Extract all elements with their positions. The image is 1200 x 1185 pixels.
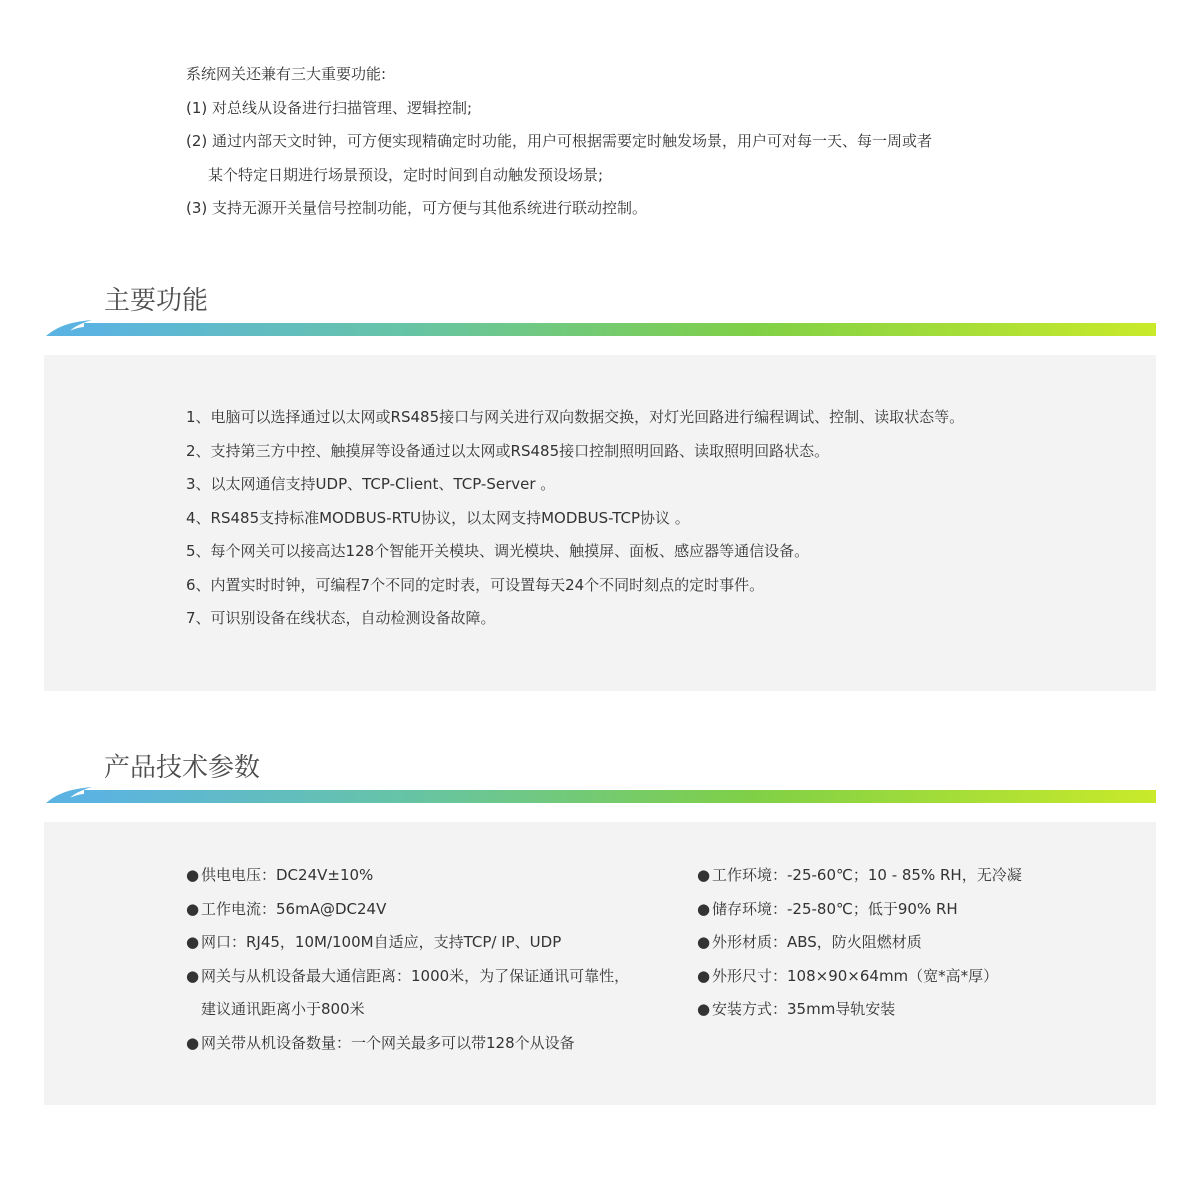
intro-line: 某个特定日期进行场景预设，定时时间到自动触发预设场景; [208,165,604,184]
spec-item [186,893,631,927]
section-title: 主要功能 [104,286,209,316]
list-item: 1、电脑可以选择通过以太网或RS485接口与网关进行双向数据交换，对灯光回路进行编程调试、控制、读取状态等。 [186,408,965,426]
swoosh-icon [44,769,104,803]
specs-left-column [186,859,631,1060]
list-item: 7、可识别设备在线状态，自动检测设备故障。 [186,609,496,627]
section-gradient-bar [84,323,1156,336]
bullet-icon: ● [186,966,200,985]
bullet-icon: ● [697,966,711,985]
list-item: 3、以太网通信支持UDP、TCP-Client、TCP-Server 。 [186,475,556,493]
list-item: 4、RS485支持标准MODBUS-RTU协议，以太网支持MODBUS-TCP协议 。 [186,508,690,527]
spec-item [697,859,1137,893]
spec-text: 安装方式：35mm导轨安装 [712,1000,896,1018]
section-title: 产品技术参数 [104,753,261,783]
list-item: 5、每个网关可以接高达128个智能开关模块、调光模块、触摸屏、面板、感应器等通信设备。 [186,542,810,560]
spec-item [186,859,631,893]
list-item: 2、支持第三方中控、触摸屏等设备通过以太网或RS485接口控制照明回路、读取照明回路状态。 [186,441,830,460]
bullet-icon: ● [697,933,711,951]
spec-text: 储存环境：-25-80℃；低于90% RH [712,899,958,918]
section-gradient-bar [84,790,1156,803]
section-header-specs [44,751,1156,803]
spec-text: 网关带从机设备数量：一个网关最多可以带128个从设备 [201,1033,575,1052]
spec-item [186,926,631,960]
bullet-icon: ● [697,899,711,918]
intro-line: (3) 支持无源开关量信号控制功能，可方便与其他系统进行联动控制。 [186,199,648,217]
spec-item [697,993,1137,1027]
intro-line: (2) 通过内部天文时钟，可方便实现精确定时功能，用户可根据需要定时触发场景，用户可对每一天、每一周或者 [186,132,933,150]
swoosh-icon [44,302,104,336]
functions-list [186,401,964,636]
spec-text: 网关与从机设备最大通信距离：1000米，为了保证通讯可靠性，建议通讯距离小于800米 [201,966,630,1018]
bullet-icon: ● [186,933,200,951]
bullet-icon: ● [697,866,711,884]
section-header-functions [44,284,1156,336]
intro-line: 系统网关还兼有三大重要功能: [186,65,387,83]
spec-text: 外形尺寸：108×90×64mm（宽*高*厚） [712,966,999,985]
specs-panel [44,822,1156,1105]
specs-right-column [697,859,1137,1027]
bullet-icon: ● [186,899,200,918]
spec-text: 供电电压：DC24V±10% [201,866,374,884]
spec-text: 外形材质：ABS，防火阻燃材质 [712,933,922,951]
spec-item [697,926,1137,960]
intro-line: (1) 对总线从设备进行扫描管理、逻辑控制; [186,98,473,117]
spec-text: 网口：RJ45，10M/100M自适应，支持TCP/ IP、UDP [201,933,562,951]
spec-item [697,893,1137,927]
spec-item [186,1027,631,1061]
spec-text: 工作电流：56mA@DC24V [201,899,387,918]
bullet-icon: ● [186,1033,200,1052]
list-item: 6、内置实时时钟，可编程7个不同的定时表，可设置每天24个不同时刻点的定时事件。 [186,575,765,594]
functions-panel [44,355,1156,691]
intro-text [186,58,1146,226]
bullet-icon: ● [697,1000,711,1018]
bullet-icon: ● [186,866,200,884]
spec-item [186,960,631,1027]
spec-item [697,960,1137,994]
spec-text: 工作环境：-25-60℃；10 - 85% RH，无冷凝 [712,866,1022,884]
